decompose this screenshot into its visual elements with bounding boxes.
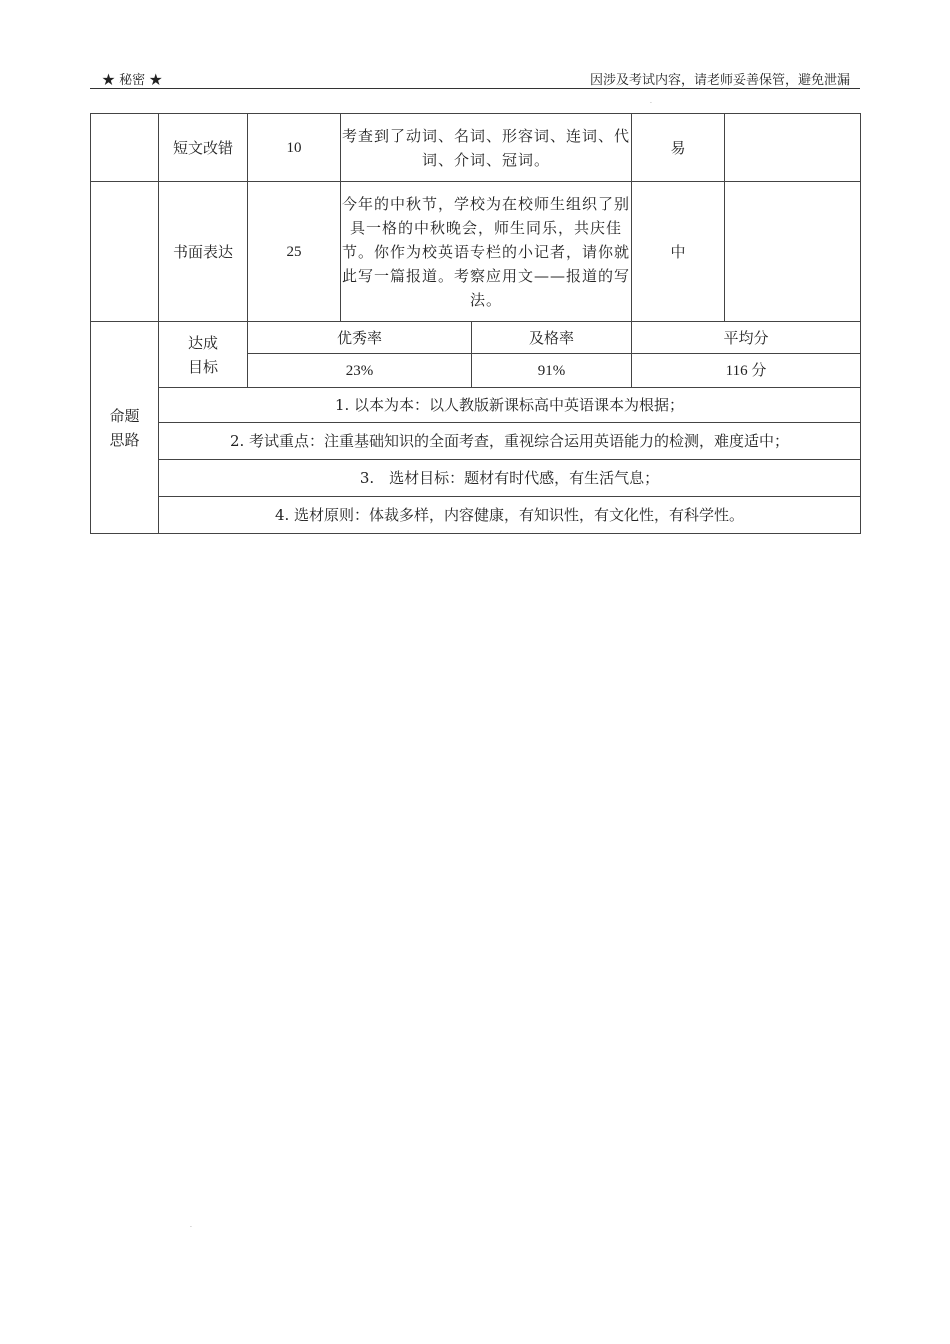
section-name: 书面表达	[159, 182, 248, 322]
section-note	[725, 182, 861, 322]
section-score: 25	[248, 182, 341, 322]
pass-rate-header: 及格率	[472, 322, 632, 354]
average-score-header: 平均分	[632, 322, 861, 354]
confidential-mark: ★ 秘密 ★	[102, 73, 163, 88]
empty-cell	[91, 114, 159, 182]
excellent-rate-header: 优秀率	[248, 322, 472, 354]
design-label: 命题思路	[91, 322, 159, 534]
section-difficulty: 易	[632, 114, 725, 182]
section-note	[725, 114, 861, 182]
exam-analysis-table	[90, 113, 861, 534]
target-header-row	[91, 322, 861, 354]
idea-item: 1. 以本为本：以人教版新课标高中英语课本为根据；	[159, 388, 861, 423]
table-row	[91, 114, 861, 182]
idea-row	[91, 497, 861, 534]
empty-cell	[91, 182, 159, 322]
target-label: 达成目标	[159, 322, 248, 388]
idea-item: 2. 考试重点：注重基础知识的全面考查，重视综合运用英语能力的检测，难度适中；	[159, 423, 861, 460]
idea-item: 4. 选材原则：体裁多样，内容健康，有知识性，有文化性，有科学性。	[159, 497, 861, 534]
section-score: 10	[248, 114, 341, 182]
idea-row	[91, 460, 861, 497]
idea-item: 3. 选材目标：题材有时代感，有生活气息；	[159, 460, 861, 497]
pass-rate-value: 91%	[472, 354, 632, 388]
stray-dot: .	[190, 1222, 192, 1229]
excellent-rate-value: 23%	[248, 354, 472, 388]
section-difficulty: 中	[632, 182, 725, 322]
idea-row	[91, 423, 861, 460]
average-score-value: 116 分	[632, 354, 861, 388]
confidential-notice: 因涉及考试内容，请老师妥善保管，避免泄漏	[589, 73, 850, 88]
table-row	[91, 182, 861, 322]
section-description: 今年的中秋节，学校为在校师生组织了别具一格的中秋晚会，师生同乐，共庆佳节。你作为校英语专栏的小记者，请你就此写一篇报道。考察应用文——报道的写法。	[341, 182, 632, 322]
page-header	[90, 66, 860, 89]
section-description: 考查到了动词、名词、形容词、连词、代词、介词、冠词。	[341, 114, 632, 182]
stray-dot: .	[650, 98, 652, 105]
section-name: 短文改错	[159, 114, 248, 182]
idea-row	[91, 388, 861, 423]
